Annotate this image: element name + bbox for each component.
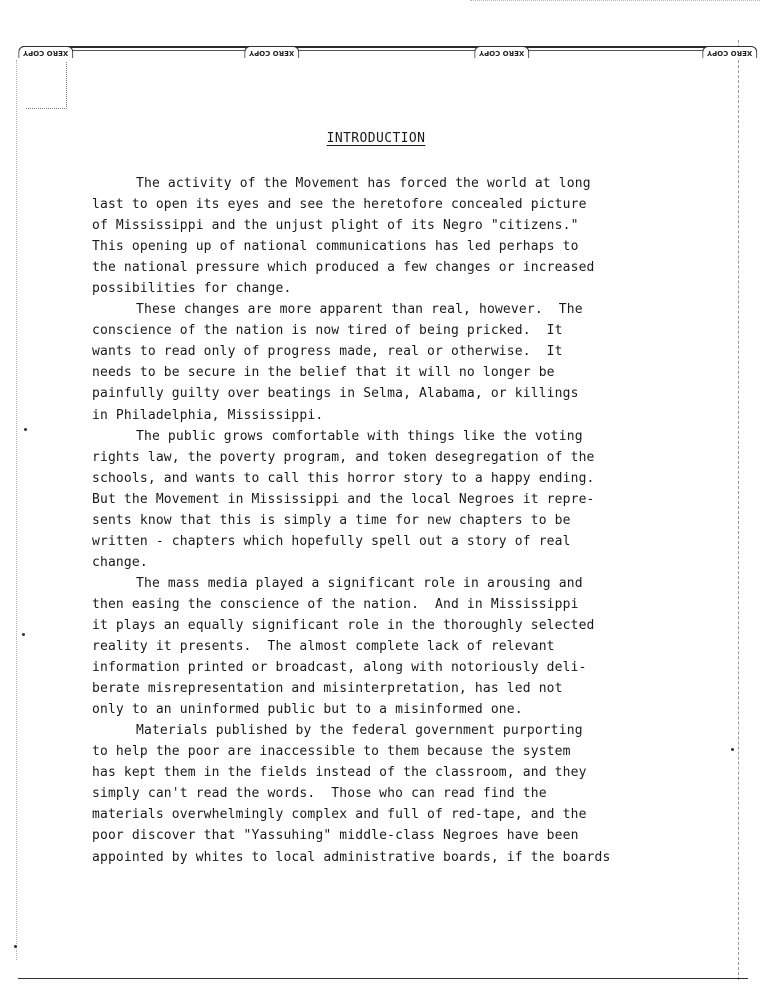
bottom-rule xyxy=(18,978,748,979)
text-line: rights law, the poverty program, and token desegregation of the xyxy=(92,449,595,465)
binder-rule-secondary xyxy=(60,50,740,51)
xero-copy-stamp: XERO COPY xyxy=(18,46,73,58)
text-line: of Mississippi and the unjust plight of its Negro "citizens." xyxy=(92,218,579,234)
text-line: appointed by whites to local administrative boards, if the boards xyxy=(92,849,611,865)
text-line: wants to read only of progress made, real or otherwise. It xyxy=(92,344,563,360)
xero-copy-stamp: XERO COPY xyxy=(244,46,299,58)
text-line: simply can't read the words. Those who can read find the xyxy=(92,786,547,802)
text-line: But the Movement in Mississippi and the local Negroes it repre- xyxy=(92,491,595,507)
text-line: only to an uninformed public but to a misinformed one. xyxy=(92,702,523,718)
text-line: conscience of the nation is now tired of being pricked. It xyxy=(92,323,563,339)
scan-speck xyxy=(22,633,25,636)
text-line: The mass media played a significant role in arousing and xyxy=(136,575,583,591)
text-line: the national pressure which produced a few changes or increased xyxy=(92,260,595,276)
text-line: painfully guilty over beatings in Selma, Alabama, or killings xyxy=(92,386,579,402)
text-line: it plays an equally significant role in the thoroughly selected xyxy=(92,617,595,633)
text-line: possibilities for change. xyxy=(92,281,292,297)
text-line: has kept them in the fields instead of the classroom, and they xyxy=(92,765,587,781)
scan-left-edge xyxy=(16,60,17,960)
xero-copy-stamp: XERO COPY xyxy=(702,46,757,58)
text-line: then easing the conscience of the nation. And in Mississippi xyxy=(92,596,579,612)
text-line: berate misrepresentation and misinterpretation, has led not xyxy=(92,681,563,697)
text-line: in Philadelphia, Mississippi. xyxy=(92,407,324,423)
scan-speck xyxy=(14,945,17,948)
text-line: Materials published by the federal government purporting xyxy=(136,723,583,739)
text-line: to help the poor are inaccessible to them because the system xyxy=(92,744,571,760)
text-line: reality it presents. The almost complete lack of relevant xyxy=(92,639,555,655)
text-line: change. xyxy=(92,554,148,570)
text-line: This opening up of national communications has led perhaps to xyxy=(92,239,579,255)
text-line: These changes are more apparent than real, however. The xyxy=(136,302,583,318)
xero-copy-stamp: XERO COPY xyxy=(474,46,529,58)
text-line: information printed or broadcast, along with notoriously deli- xyxy=(92,660,587,676)
text-line: schools, and wants to call this horror story to a happy ending. xyxy=(92,470,595,486)
text-line: last to open its eyes and see the heretofore concealed picture xyxy=(92,197,587,213)
scan-edge-dots xyxy=(470,0,760,1)
corner-mark xyxy=(26,62,67,109)
text-line: sents know that this is simply a time for new chapters to be xyxy=(92,512,571,528)
text-line: The activity of the Movement has forced the world at long xyxy=(136,176,591,191)
text-line: materials overwhelmingly complex and full of red-tape, and the xyxy=(92,807,587,823)
document-body xyxy=(92,173,672,868)
scan-speck xyxy=(24,428,27,431)
text-line: The public grows comfortable with things like the voting xyxy=(136,428,583,444)
scan-right-edge xyxy=(738,40,739,980)
scan-speck xyxy=(731,748,734,751)
text-line: needs to be secure in the belief that it will no longer be xyxy=(92,365,555,381)
binder-rule xyxy=(22,46,742,48)
document-title: INTRODUCTION xyxy=(326,131,426,146)
text-line: written - chapters which hopefully spell out a story of real xyxy=(92,533,571,549)
text-line: poor discover that "Yassuhing" middle-class Negroes have been xyxy=(92,828,579,844)
